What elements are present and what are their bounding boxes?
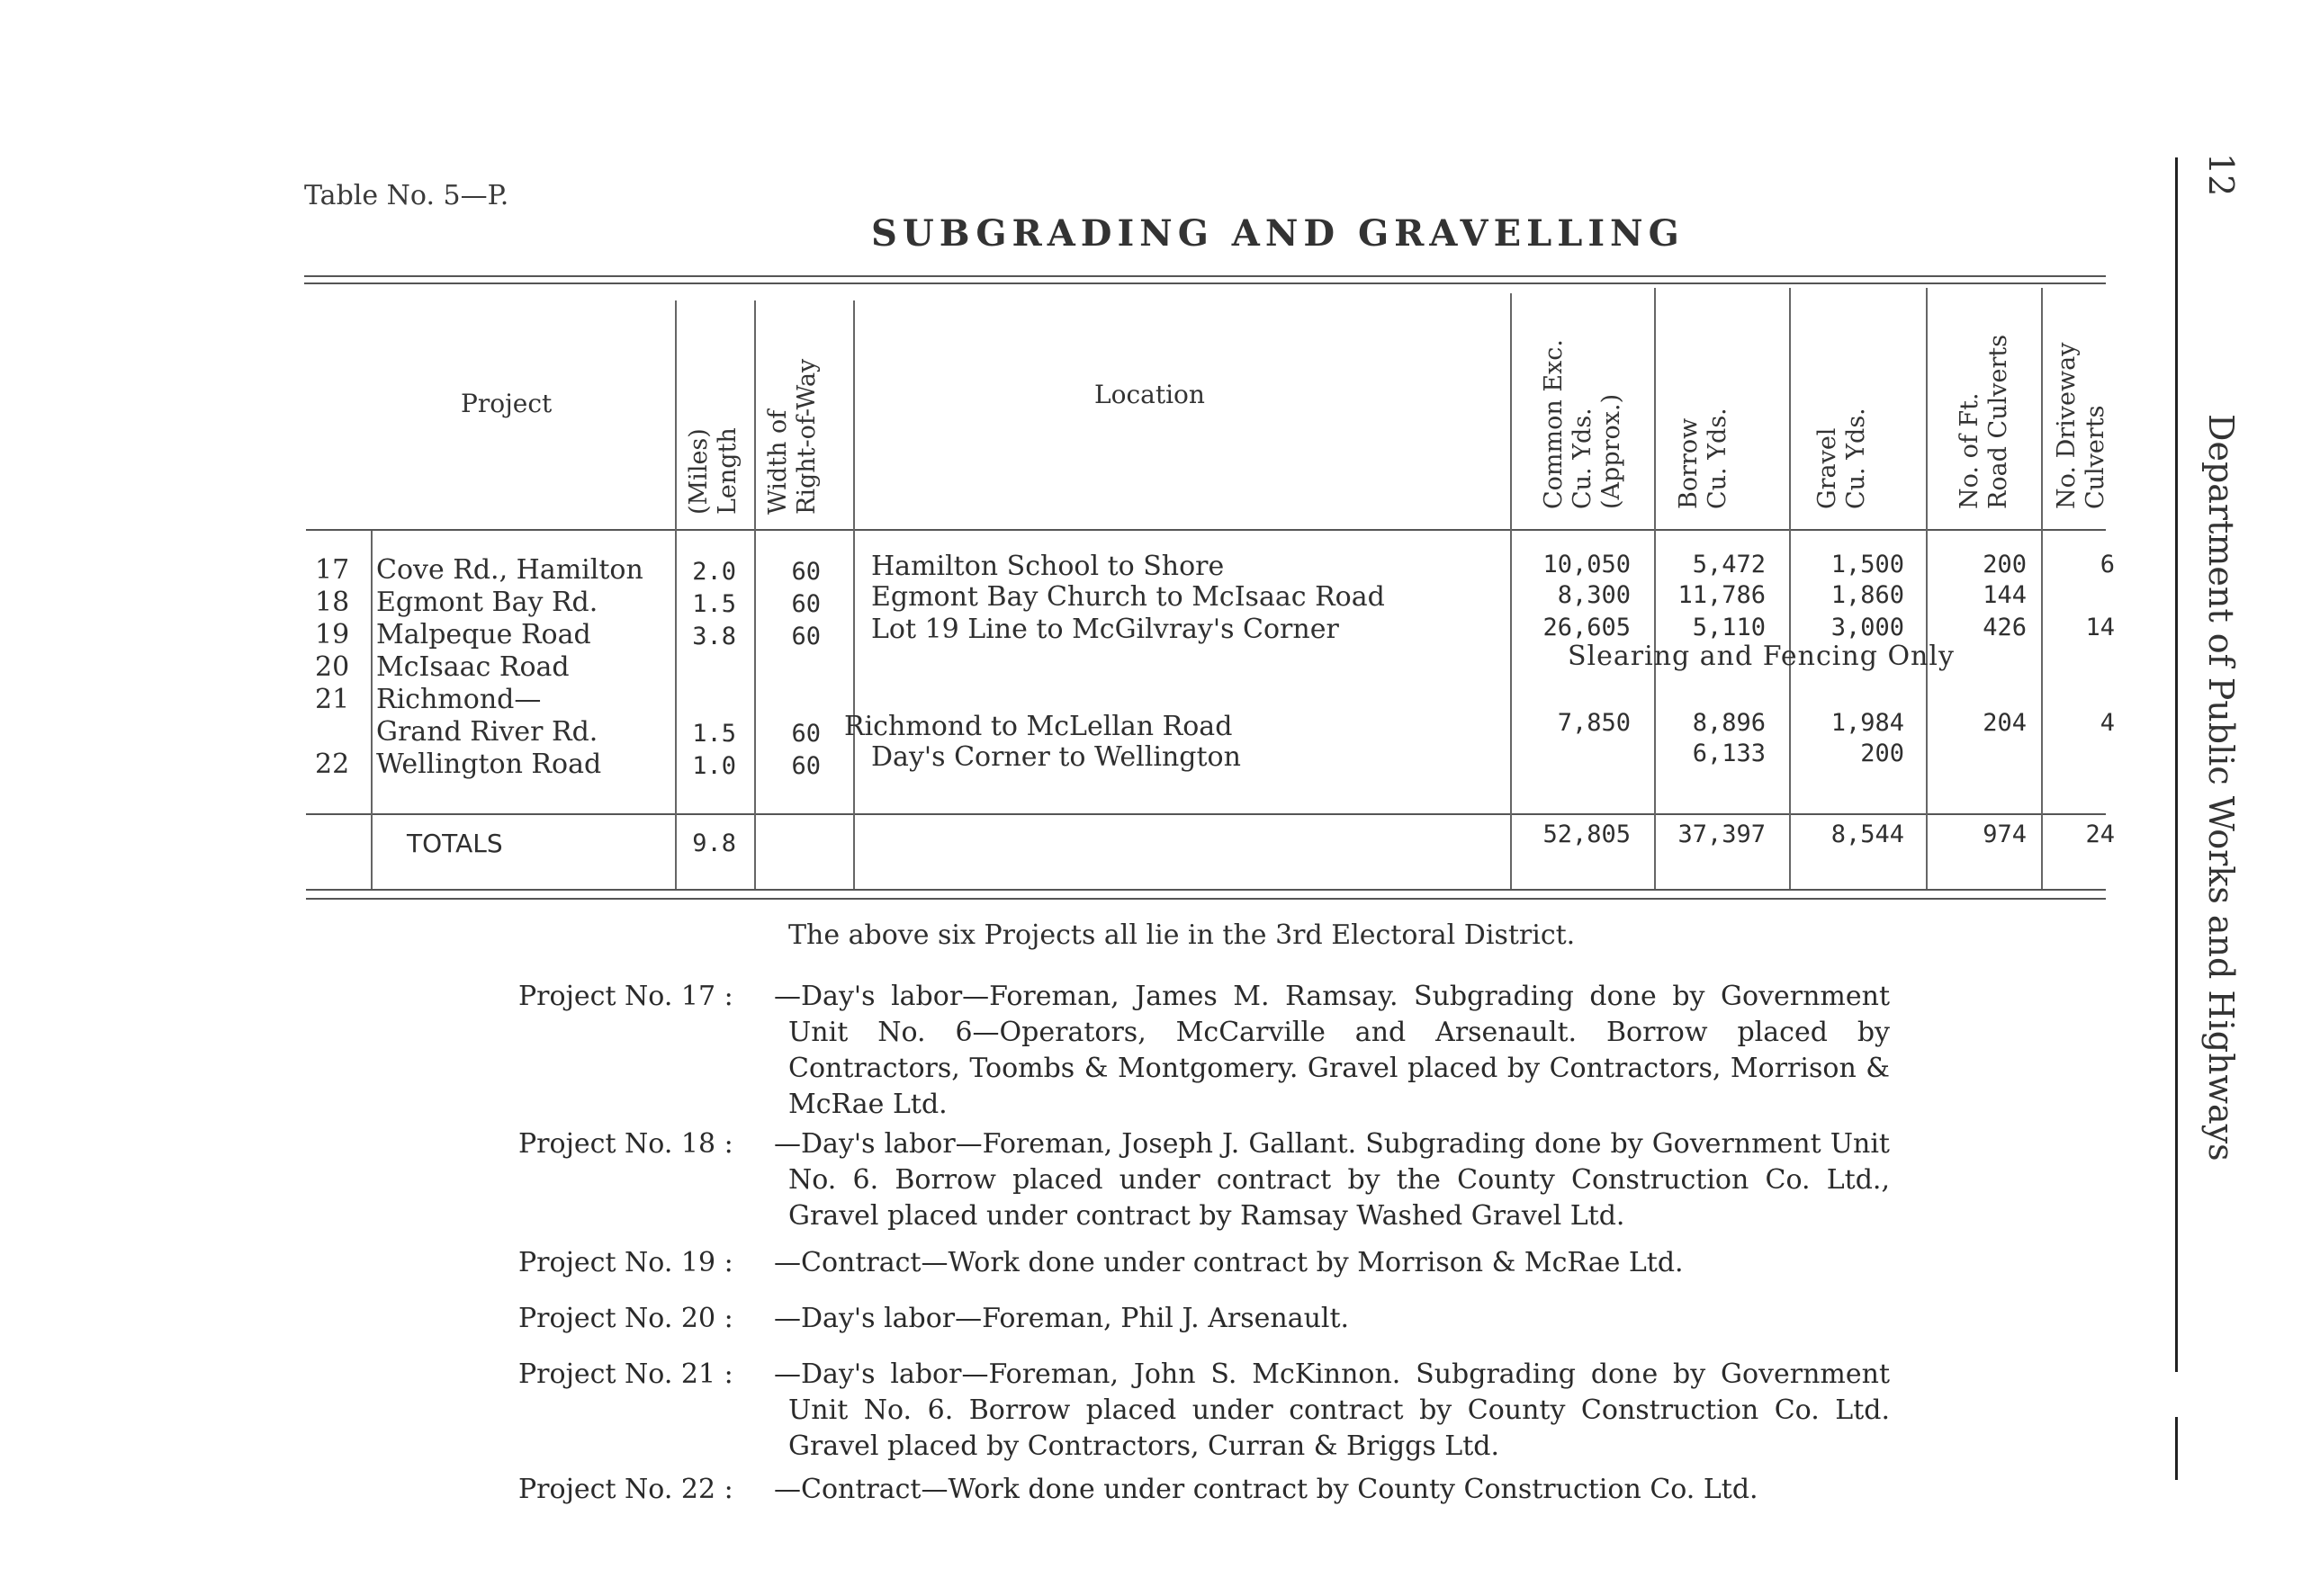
row-borrow: 5,472 [1692,551,1766,578]
row-driveway: 14 [2085,614,2115,641]
margin-rule-lower [2175,1417,2178,1480]
header-project: Project [461,389,553,418]
col-sep-borrow [1789,288,1791,889]
col-sep-no [371,531,373,889]
row-number: 22 [315,749,350,780]
header-location: Location [1094,380,1205,409]
row-common: 8,300 [1557,581,1631,609]
totals-driveway: 24 [2085,820,2115,848]
row-common: 10,050 [1542,551,1631,578]
totals-label: TOTALS [407,829,503,858]
header-width-line2: Right-of-Way [793,358,821,515]
row-width: 60 [791,623,821,650]
col-sep-project [675,300,677,889]
row-gravel: 1,500 [1830,551,1904,578]
table-top-rule-2 [304,282,2106,284]
col-sep-common [1654,288,1656,889]
table-bottom-rule-2 [306,898,2106,900]
note-text: —Contract—Work done under contract by Morrison & McRae Ltd. [774,1247,1684,1278]
header-culverts-line2: Road Culverts [1984,334,2012,509]
header-bottom-rule [306,529,2106,531]
header-gravel-line1: Gravel [1813,427,1841,509]
row-culverts: 426 [1983,614,2027,641]
row-project: Malpeque Road [376,619,591,650]
totals-length: 9.8 [692,829,736,857]
row-width: 60 [791,558,821,586]
note-label: Project No. 20 : [518,1303,733,1334]
col-sep-width [853,300,855,889]
header-width-line1: Width of [764,409,792,515]
row-width: 60 [791,590,821,618]
row-driveway: 6 [2100,551,2115,578]
note-label: Project No. 18 : [518,1128,733,1160]
row-common: 7,850 [1557,709,1631,737]
row-length: 1.5 [692,720,736,748]
note-label: Project No. 21 : [518,1358,733,1390]
row-culverts: 144 [1983,581,2027,609]
totals-borrow: 37,397 [1677,820,1766,848]
totals-top-rule [306,813,2106,815]
note-label: Project No. 17 : [518,981,733,1012]
row-project: Richmond— [376,684,542,715]
row-borrow: 8,896 [1692,709,1766,737]
row-borrow: 6,133 [1692,740,1766,767]
row-length: 3.8 [692,623,736,650]
running-header: Department of Public Works and Highways [2201,414,2241,1161]
totals-gravel: 8,544 [1830,820,1904,848]
header-driveway-line2: Culverts [2082,405,2109,509]
row-common: 26,605 [1542,614,1631,641]
district-note: The above six Projects all lie in the 3rd Electoral District. [788,919,1576,951]
totals-common: 52,805 [1542,820,1631,848]
row-location: Egmont Bay Church to McIsaac Road [871,581,1385,613]
header-length-line1: (Miles) [685,428,713,515]
col-sep-length [754,300,756,889]
row-number: 17 [315,554,350,586]
row-location: Day's Corner to Wellington [871,741,1241,773]
row-borrow: 11,786 [1677,581,1766,609]
row-gravel: 3,000 [1830,614,1904,641]
row-width: 60 [791,752,821,780]
note-text: —Contract—Work done under contract by County Construction Co. Ltd. [774,1474,1758,1505]
page-title: SUBGRADING AND GRAVELLING [871,212,1685,255]
note-text: —Day's labor—Foreman, James M. Ramsay. Subgrading done by Government Unit No. 6—Operators, McCarville and Arsenault. Borrow placed by Contractors, Toombs & Montgomery. Gravel placed by Contractors, Morrison & McRae Ltd. [774,981,1890,1120]
note-text: —Day's labor—Foreman, John S. McKinnon. Subgrading done by Government Unit No. 6. Borrow placed under contract by County Construction Co. Ltd. Gravel placed by Contractors, Curran & Briggs Ltd. [774,1358,1890,1462]
row-project: Cove Rd., Hamilton [376,554,643,586]
row-number: 18 [315,587,350,618]
table-label: Table No. 5—P. [304,180,509,211]
row-length: 1.5 [692,590,736,618]
row-culverts: 200 [1983,551,2027,578]
row-width: 60 [791,720,821,748]
row-project: McIsaac Road [376,651,570,683]
row-number: 19 [315,619,350,650]
page-number: 12 [2201,153,2241,197]
col-sep-culverts [2041,288,2043,889]
row-number: 20 [315,651,350,683]
header-common-line3: (Approx.) [1597,393,1625,509]
col-sep-gravel [1926,288,1928,889]
header-gravel-line2: Cu. Yds. [1842,408,1870,509]
note-text: —Day's labor—Foreman, Phil J. Arsenault. [774,1303,1350,1334]
note-text: —Day's labor—Foreman, Joseph J. Gallant. Subgrading done by Government Unit No. 6. Borrow placed under contract by the County Construction Co. Ltd., Gravel placed under contract by Ramsay Washed Gravel Ltd. [774,1128,1890,1232]
margin-rule [2175,157,2178,1372]
col-sep-location [1510,293,1512,889]
row-driveway: 4 [2100,709,2115,737]
row-gravel: 200 [1860,740,1904,767]
note-label: Project No. 22 : [518,1474,733,1505]
row-length: 2.0 [692,558,736,586]
header-culverts-line1: No. of Ft. [1956,392,1983,509]
row-borrow: 5,110 [1692,614,1766,641]
row-project-line2: Grand River Rd. [376,716,598,748]
header-length-line2: Length [714,427,742,515]
header-borrow-line1: Borrow [1675,417,1703,509]
table-top-rule [304,275,2106,277]
row-location: Lot 19 Line to McGilvray's Corner [871,614,1339,645]
header-driveway-line1: No. Driveway [2053,342,2081,509]
row-culverts: 204 [1983,709,2027,737]
row-note: Slearing and Fencing Only [1568,641,1955,672]
row-gravel: 1,860 [1830,581,1904,609]
row-length: 1.0 [692,752,736,780]
totals-culverts: 974 [1983,820,2027,848]
row-number: 21 [315,684,350,715]
row-project: Wellington Road [376,749,602,780]
row-location: Hamilton School to Shore [871,551,1225,582]
note-label: Project No. 19 : [518,1247,733,1278]
table-bottom-rule [306,889,2106,891]
header-borrow-line2: Cu. Yds. [1704,408,1731,509]
header-common-line1: Common Exc. [1540,339,1568,509]
row-gravel: 1,984 [1830,709,1904,737]
header-common-line2: Cu. Yds. [1569,408,1596,509]
row-location: Richmond to McLellan Road [844,711,1233,742]
row-project: Egmont Bay Rd. [376,587,598,618]
